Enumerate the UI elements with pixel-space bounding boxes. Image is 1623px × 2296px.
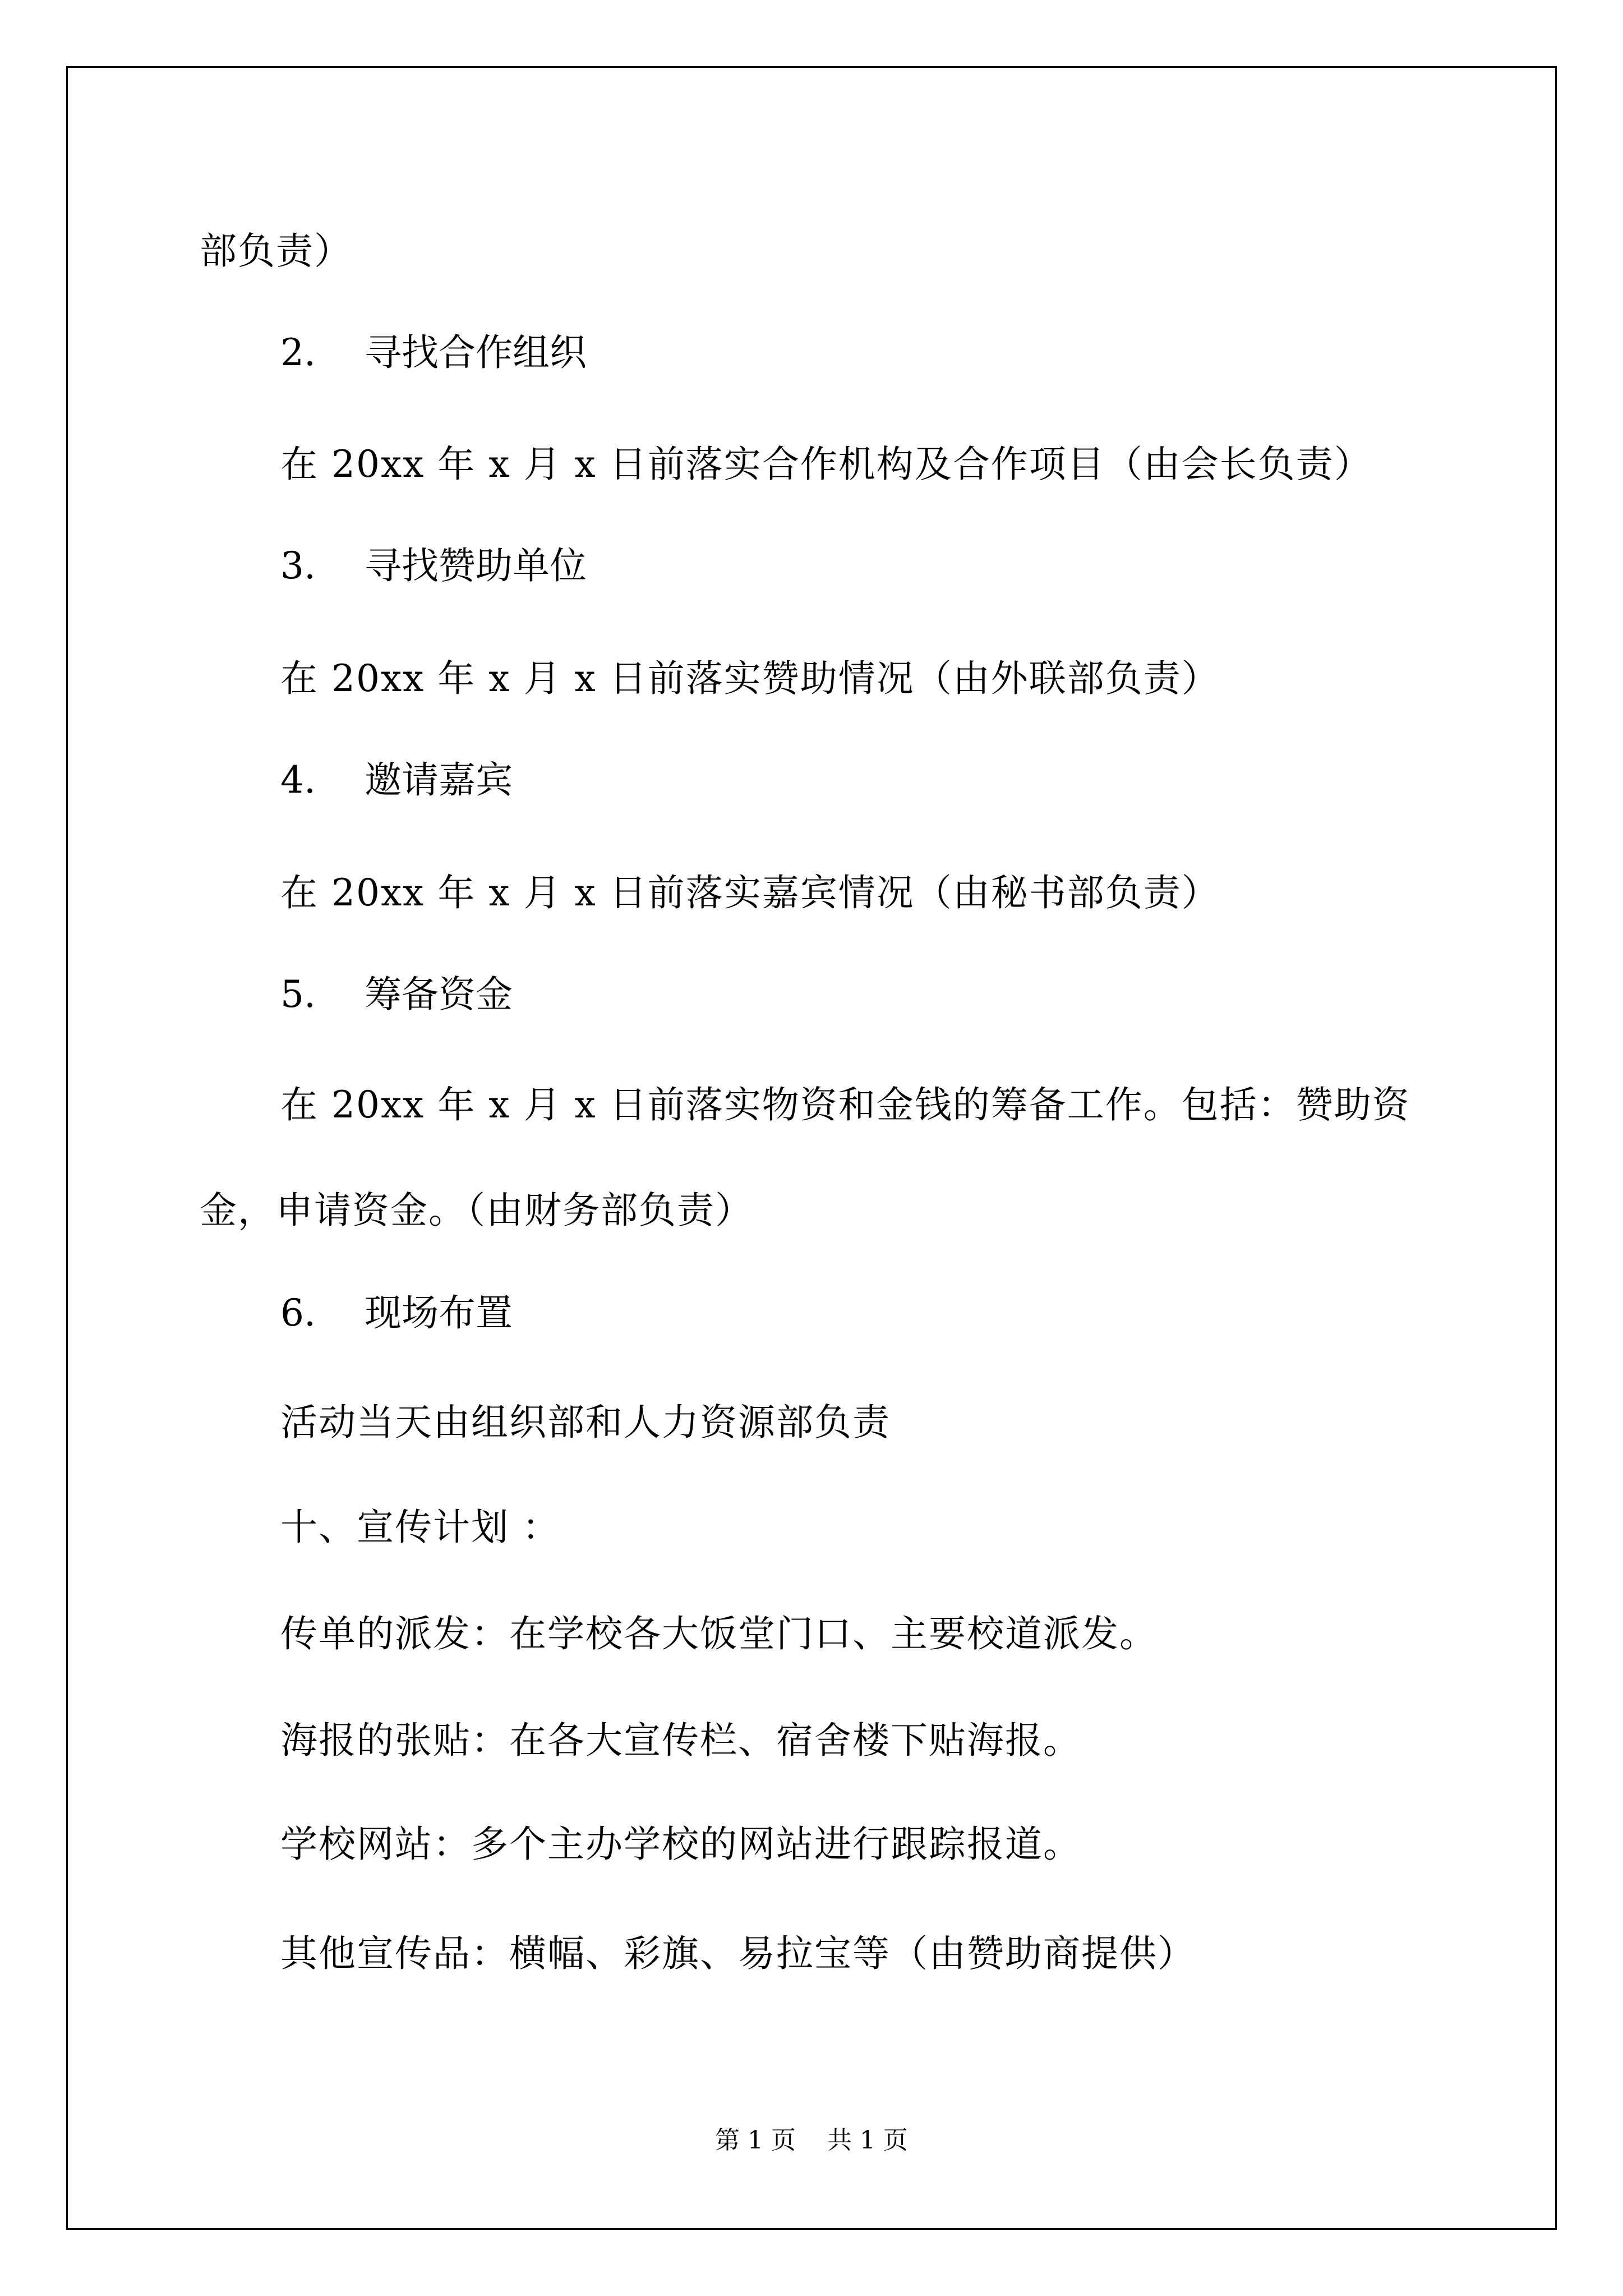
text-line: 活动当天由组织部和人力资源部负责 (280, 1401, 891, 1444)
list-item-title: 寻找合作组织 (365, 331, 587, 374)
list-item-title: 筹备资金 (365, 973, 513, 1016)
text-line: 在 20xx 年 x 月 x 日前落实物资和金钱的筹备工作。包括：赞助资 (280, 1083, 1410, 1126)
text-line: 在 20xx 年 x 月 x 日前落实合作机构及合作项目（由会长负责） (280, 443, 1372, 486)
list-item (280, 331, 587, 374)
text-line: 学校网站：多个主办学校的网站进行跟踪报道。 (280, 1823, 1081, 1866)
list-item (280, 1291, 513, 1335)
list-item-number: 4. (280, 758, 316, 802)
text-line: 金，申请资金。（由财务部负责） (200, 1189, 753, 1232)
list-item-title: 寻找赞助单位 (365, 544, 587, 587)
list-item-title: 现场布置 (365, 1291, 513, 1335)
list-item-number: 5. (280, 973, 316, 1016)
list-item (280, 973, 513, 1016)
text-line: 在 20xx 年 x 月 x 日前落实嘉宾情况（由秘书部负责） (280, 871, 1220, 914)
text-line: 海报的张贴：在各大宣传栏、宿舍楼下贴海报。 (280, 1719, 1081, 1762)
text-line: 其他宣传品：横幅、彩旗、易拉宝等（由赞助商提供） (280, 1932, 1196, 1975)
list-item-title: 邀请嘉宾 (365, 758, 513, 802)
list-item (280, 544, 587, 587)
list-item (280, 758, 513, 802)
page-footer: 第 1 页 共 1 页 (715, 2126, 908, 2155)
text-line: 传单的派发：在学校各大饭堂门口、主要校道派发。 (280, 1612, 1158, 1655)
text-line: 部负责） (200, 229, 352, 273)
list-item-number: 2. (280, 331, 316, 374)
text-line: 在 20xx 年 x 月 x 日前落实赞助情况（由外联部负责） (280, 657, 1220, 700)
list-item-number: 6. (280, 1291, 316, 1335)
list-item-number: 3. (280, 544, 316, 587)
section-heading: 十、宣传计划 ： (280, 1506, 560, 1549)
page-border (66, 66, 1557, 2230)
